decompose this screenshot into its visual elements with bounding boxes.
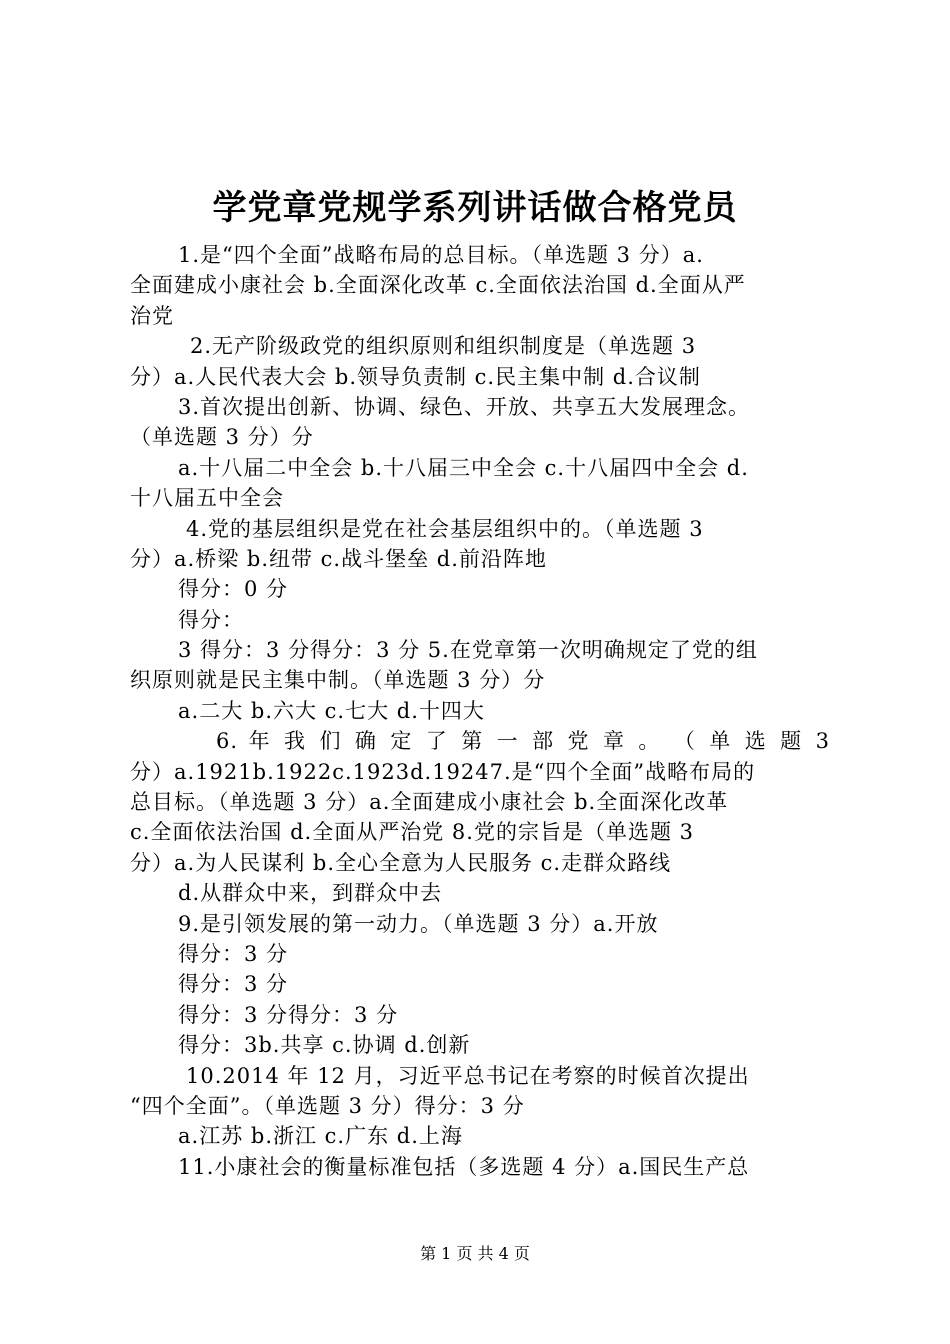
paragraph-line: 全面建成小康社会 b.全面深化改革 c.全面依法治国 d.全面从严 xyxy=(130,273,746,298)
paragraph-line: 6. 年 我 们 确 定 了 第 一 部 党 章 。 （ 单 选 题 3 xyxy=(216,729,830,754)
paragraph-line: 3 得分：3 分得分：3 分 5.在党章第一次明确规定了党的组 xyxy=(178,638,758,663)
paragraph-line: 2.无产阶级政党的组织原则和组织制度是（单选题 3 xyxy=(190,334,697,359)
paragraph-line: 分）a.人民代表大会 b.领导负责制 c.民主集中制 d.合议制 xyxy=(130,364,701,389)
paragraph-line: （单选题 3 分）分 xyxy=(130,425,314,450)
paragraph-line: 分）a.桥梁 b.纽带 c.战斗堡垒 d.前沿阵地 xyxy=(130,546,547,571)
paragraph-line: 10.2014 年 12 月，习近平总书记在考察的时候首次提出 xyxy=(186,1063,750,1088)
paragraph-line: 得分：3 分得分：3 分 xyxy=(178,1002,399,1027)
paragraph-line: 分）a.1921b.1922c.1923d.19247.是“四个全面”战略布局的 xyxy=(130,759,756,784)
paragraph-line: 织原则就是民主集中制。（单选题 3 分）分 xyxy=(130,668,546,693)
paragraph-line: 9.是引领发展的第一动力。（单选题 3 分）a.开放 xyxy=(178,911,659,936)
paragraph-line: 十八届五中全会 xyxy=(130,486,284,511)
paragraph-line: a.江苏 b.浙江 c.广东 d.上海 xyxy=(178,1124,463,1149)
paragraph-line: c.全面依法治国 d.全面从严治党 8.党的宗旨是（单选题 3 xyxy=(130,820,694,845)
paragraph-line: “四个全面”。（单选题 3 分）得分：3 分 xyxy=(130,1093,525,1118)
paragraph-line: 总目标。（单选题 3 分）a.全面建成小康社会 b.全面深化改革 xyxy=(130,790,729,815)
paragraph-line: 治党 xyxy=(130,303,174,328)
paragraph-line: 得分：3 分 xyxy=(178,972,289,997)
paragraph-line: 4.党的基层组织是党在社会基层组织中的。（单选题 3 xyxy=(186,516,704,541)
paragraph-line: a.十八届二中全会 b.十八届三中全会 c.十八届四中全会 d. xyxy=(178,455,749,480)
paragraph-line: a.二大 b.六大 c.七大 d.十四大 xyxy=(178,698,485,723)
paragraph-line: 分）a.为人民谋利 b.全心全意为人民服务 c.走群众路线 xyxy=(130,850,672,875)
paragraph-line: 11.小康社会的衡量标准包括（多选题 4 分）a.国民生产总 xyxy=(178,1154,750,1179)
paragraph-line: 得分：3b.共享 c.协调 d.创新 xyxy=(178,1033,471,1058)
document-title: 学党章党规学系列讲话做合格党员 xyxy=(212,188,738,228)
document-body xyxy=(130,240,830,1182)
paragraph-line: 得分： xyxy=(178,607,244,632)
paragraph-line: 得分：0 分 xyxy=(178,577,289,602)
paragraph-line: 1.是“四个全面”战略布局的总目标。（单选题 3 分）a. xyxy=(178,243,704,267)
paragraph-line: d.从群众中来，到群众中去 xyxy=(178,881,443,906)
paragraph-line: 得分：3 分 xyxy=(178,941,289,966)
paragraph-line: 3.首次提出创新、协调、绿色、开放、共享五大发展理念。 xyxy=(178,394,751,419)
page-footer: 第 1 页 共 4 页 xyxy=(420,1244,530,1263)
